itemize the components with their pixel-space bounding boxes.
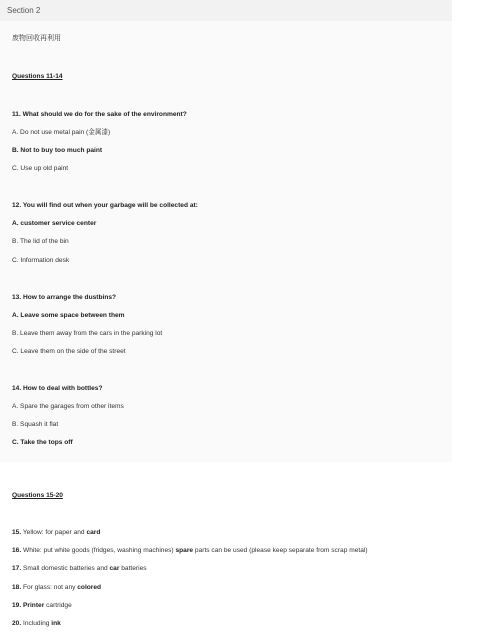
section-header (0, 0, 452, 21)
question-11: 11. What should we do for the sake of the environment? (12, 111, 187, 118)
part1-heading: Questions 11-14 (12, 73, 63, 80)
option-12b: B. The lid of the bin (12, 238, 69, 245)
item-keyword: colored (77, 584, 102, 591)
question-12: 12. You will find out when your garbage will be collected at: (12, 202, 198, 209)
question-14: 14. How to deal with bottles? (12, 385, 103, 392)
item-text: Including (21, 620, 52, 627)
answer-item-15 (12, 528, 100, 537)
answer-item-20 (12, 619, 61, 628)
answer-item-17 (12, 564, 147, 573)
item-number: 15. (12, 529, 22, 536)
item-text-tail: cartridge (44, 602, 72, 609)
option-13c: C. Leave them on the side of the street (12, 348, 126, 355)
question-13: 13. How to arrange the dustbins? (12, 294, 117, 301)
option-12c: C. Information desk (12, 257, 70, 264)
item-number: 19. (12, 602, 22, 609)
item-number: 16. (12, 547, 22, 554)
item-text-tail: parts can be used (please keep separate from scrap metal) (193, 547, 368, 554)
option-12a: A. customer service center (12, 220, 97, 227)
item-text: Small domestic batteries and (21, 565, 110, 572)
item-text-tail: batteries (119, 565, 147, 572)
option-11b: B. Not to buy too much paint (12, 147, 103, 154)
item-number: 20. (12, 620, 22, 627)
item-keyword: Printer (23, 602, 45, 609)
option-14b: B. Squash it flat (12, 421, 59, 428)
option-11a: A. Do not use metal pain (金属漆) (12, 129, 111, 136)
item-keyword: spare (175, 547, 194, 554)
item-number: 17. (12, 565, 22, 572)
option-11c: C. Use up old paint (12, 165, 69, 172)
option-13b: B. Leave them away from the cars in the parking lot (12, 330, 163, 337)
item-keyword: card (86, 529, 101, 536)
item-text: Yellow: for paper and (21, 529, 87, 536)
option-14a: A. Spare the garages from other items (12, 403, 124, 410)
item-keyword: car (109, 565, 120, 572)
option-13a: A. Leave some space between them (12, 312, 125, 319)
section-title: Section 2 (7, 6, 41, 15)
item-keyword: ink (51, 620, 61, 627)
option-14c: C. Take the tops off (12, 439, 73, 446)
answer-item-16 (12, 546, 368, 555)
item-text: For glass: not any (21, 584, 78, 591)
answer-item-19 (12, 601, 72, 610)
topic-title: 废物回收再利用 (12, 34, 61, 42)
item-number: 18. (12, 584, 22, 591)
answer-item-18 (12, 583, 101, 592)
part2-heading: Questions 15-20 (12, 492, 63, 499)
item-text: White: put white goods (fridges, washing machines) (21, 547, 176, 554)
